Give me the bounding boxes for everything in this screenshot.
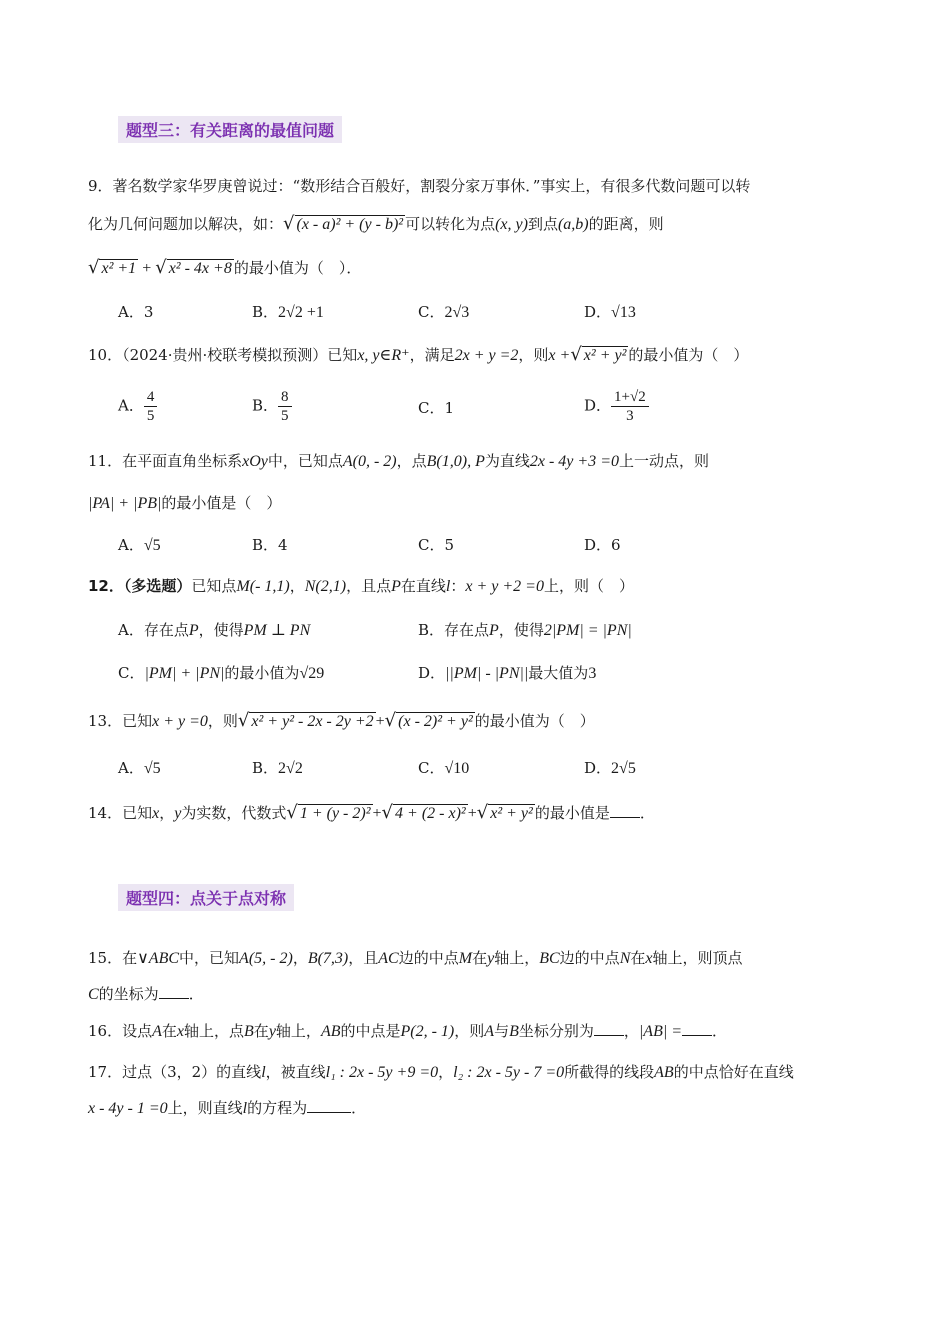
answer-blank <box>682 1021 712 1036</box>
question-14: 14．已知x，y为实数，代数式√ 1 + (y - 2)² +√ 4 + (2 - x)² +√ x² + y² 的最小值是 ． <box>88 802 655 823</box>
q10-option-a: A． $\frac{4}{5}$ <box>118 388 157 425</box>
answer-blank <box>610 803 640 818</box>
q11-option-a: A．√5 <box>118 536 161 554</box>
q11-option-c: C．5 <box>418 536 455 554</box>
question-13: 13．已知x + y =0，则√ x² + y² - 2x - 2y +2 +√ (x - 2)² + y² 的最小值为（ ） <box>88 710 595 731</box>
q10-option-d: D． $\frac{1+√2}{3}$ <box>584 388 649 425</box>
q13-option-a: A．√5 <box>118 759 161 777</box>
q9-option-c: C．2√3 <box>418 303 470 321</box>
section-title-3: 题型三：有关距离的最值问题 <box>118 116 342 143</box>
question-11-line-1: 11．在平面直角坐标系xOy中，已知点A(0, - 2)，点B(1,0), P为直线2x - 4y +3 =0上一动点，则 <box>88 452 710 470</box>
q12-option-d: D．||PM| - |PN||最大值为3 <box>418 664 597 682</box>
q13-option-d: D．2√5 <box>584 759 636 777</box>
question-10: 10．（2024·贵州·校联考模拟预测）已知x, y∈R⁺，满足2x + y =2，则x +√ x² + y² 的最小值为（ ） <box>88 344 749 365</box>
q13-option-c: C．√10 <box>418 759 470 777</box>
question-17-line-1: 17．过点（3，2）的直线l，被直线l₁ : 2x - 5y +9 =0，l₂ : 2x - 5y - 7 =0所截得的线段AB的中点恰好在直线 <box>88 1063 794 1081</box>
question-9-line-3: √ x² +1 + √ x² - 4x +8 的最小值为（ ）． <box>88 257 362 278</box>
answer-blank <box>159 984 189 999</box>
q9-option-a: A．3 <box>118 303 154 321</box>
q13-option-b: B．2√2 <box>252 759 303 777</box>
sqrt-expression: √ (x - a)² + (y - b)² <box>283 213 404 234</box>
question-12: 12．（多选题）已知点M(- 1,1)，N(2,1)，且点P在直线l：x + y +2 =0上，则（ ） <box>88 577 634 595</box>
q11-option-d: D．6 <box>584 536 621 554</box>
q10-option-b: B． $\frac{8}{5}$ <box>252 388 292 425</box>
section-title-4: 题型四：点关于点对称 <box>118 884 294 911</box>
q12-option-c: C．|PM| + |PN|的最小值为√29 <box>118 664 325 682</box>
q11-option-b: B．4 <box>252 536 288 554</box>
question-9-line-1: 9．著名数学家华罗庚曾说过：“数形结合百般好，割裂分家万事休．”事实上，有很多代数问题可以转 <box>88 177 751 195</box>
question-9-line-2: 化为几何问题加以解决，如：√ (x - a)² + (y - b)² 可以转化为点(x, y)到点(a,b)的距离，则 <box>88 213 664 234</box>
answer-blank <box>307 1098 351 1113</box>
question-16: 16．设点A在x轴上，点B在y轴上，AB的中点是P(2, - 1)，则A与B坐标分别为 ，|AB| = ． <box>88 1022 728 1040</box>
q9-option-b: B．2√2 +1 <box>252 303 324 321</box>
question-17-line-2: x - 4y - 1 =0上，则直线l的方程为 ． <box>88 1099 367 1117</box>
question-15-line-1: 15．在∨ABC中，已知A(5, - 2)，B(7,3)，且AC边的中点M在y轴上，BC边的中点N在x轴上，则顶点 <box>88 949 743 967</box>
q12-option-b: B．存在点P，使得2|PM| = |PN| <box>418 621 632 639</box>
answer-blank <box>594 1021 624 1036</box>
question-15-line-2: C的坐标为 ． <box>88 985 204 1003</box>
q10-option-c: C．1 <box>418 399 455 417</box>
question-11-line-2: |PA| + |PB|的最小值是（ ） <box>88 494 282 512</box>
q9-option-d: D．√13 <box>584 303 636 321</box>
q12-option-a: A．存在点P，使得PM ⊥ PN <box>118 621 311 639</box>
